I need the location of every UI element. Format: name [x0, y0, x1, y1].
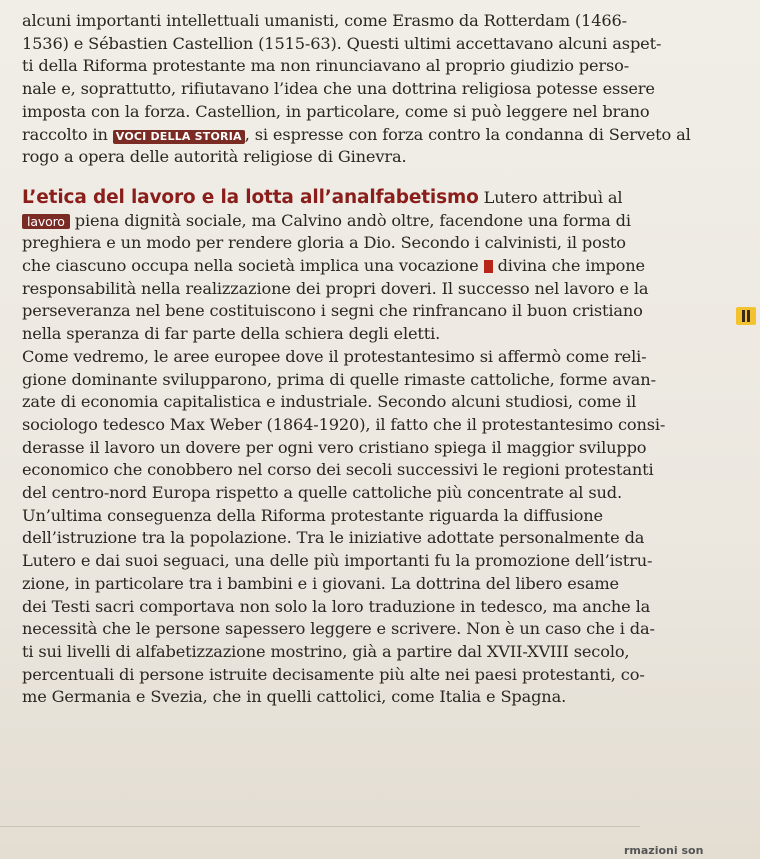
- text-line: ti della Riforma protestante ma non rinunciavano al proprio giudizio perso-: [22, 56, 630, 76]
- text-line: derasse il lavoro un dovere per ogni vero cristiano spiega il maggior sviluppo: [22, 437, 647, 457]
- text-line: Come vedremo, le aree europee dove il protestantesimo si affermò come reli-: [22, 346, 647, 366]
- text-line: dell’istruzione tra la popolazione. Tra le iniziative adottate personalmente da: [22, 528, 645, 548]
- margin-marker-icon[interactable]: [736, 307, 756, 325]
- body-text: [22, 10, 734, 709]
- text-line: 1536) e Sébastien Castellion (1515-63). Questi ultimi accettavano alcuni aspet-: [22, 33, 662, 53]
- glossary-marker-icon[interactable]: [484, 260, 493, 273]
- text-line: percentuali di persone istruite decisamente più alte nei paesi protestanti, co-: [22, 664, 645, 684]
- text-line: ti sui livelli di alfabetizzazione mostrino, già a partire dal XVII-XVIII secolo,: [22, 641, 630, 661]
- text-line: preghiera e un modo per rendere gloria a Dio. Secondo i calvinisti, il posto: [22, 233, 626, 253]
- text-fragment: divina che impone: [492, 256, 645, 276]
- keyword-lavoro-box[interactable]: lavoro: [22, 214, 70, 229]
- text-line: [22, 124, 734, 147]
- text-line: [22, 255, 734, 278]
- text-line: rogo a opera delle autorità religiose di Ginevra.: [22, 147, 407, 167]
- text-line: del centro-nord Europa rispetto a quelle cattoliche più concentrate al sud.: [22, 483, 622, 503]
- text-line: zione, in particolare tra i bambini e i giovani. La dottrina del libero esame: [22, 573, 619, 593]
- footer-fragment: rmazioni son: [624, 844, 704, 857]
- text-line: me Germania e Svezia, che in quelli cattolici, come Italia e Spagna.: [22, 687, 567, 707]
- text-line: gione dominante svilupparono, prima di quelle rimaste cattoliche, forme avan-: [22, 369, 656, 389]
- text-fragment: Lutero attribuì al: [478, 187, 623, 207]
- section-heading-line: [22, 187, 734, 210]
- voci-della-storia-tag[interactable]: VOCI DELLA STORIA: [113, 130, 245, 144]
- text-line: necessità che le persone sapessero leggere e scrivere. Non è un caso che i da-: [22, 619, 655, 639]
- text-line: responsabilità nella realizzazione dei propri doveri. Il successo nel lavoro e la: [22, 278, 649, 298]
- text-fragment: , si espresse con forza contro la condanna di Serveto al: [244, 124, 691, 144]
- paragraph-spacer: [22, 169, 734, 187]
- text-line: imposta con la forza. Castellion, in particolare, come si può leggere nel brano: [22, 101, 650, 121]
- text-line: perseveranza nel bene costituiscono i segni che rinfrancano il buon cristiano: [22, 301, 643, 321]
- text-line: dei Testi sacri comportava non solo la loro traduzione in tedesco, ma anche la: [22, 596, 651, 616]
- text-line: zate di economia capitalistica e industriale. Secondo alcuni studiosi, come il: [22, 392, 637, 412]
- text-line: alcuni importanti intellettuali umanisti, come Erasmo da Rotterdam (1466-: [22, 11, 627, 30]
- text-fragment: che ciascuno occupa nella società implica una vocazione: [22, 256, 479, 276]
- text-line: nella speranza di far parte della schiera degli eletti.: [22, 324, 441, 344]
- text-line: nale e, soprattutto, rifiutavano l’idea che una dottrina religiosa potesse essere: [22, 79, 655, 99]
- text-fragment: piena dignità sociale, ma Calvino andò oltre, facendone una forma di: [69, 210, 631, 230]
- footer-divider: [0, 826, 640, 827]
- text-line: Un’ultima conseguenza della Riforma protestante riguarda la diffusione: [22, 505, 603, 525]
- text-fragment: raccolto in: [22, 124, 108, 144]
- text-line: Lutero e dai suoi seguaci, una delle più importanti fu la promozione dell’istru-: [22, 551, 653, 571]
- text-line: economico che conobbero nel corso dei secoli successivi le regioni protestanti: [22, 460, 654, 480]
- text-line: sociologo tedesco Max Weber (1864-1920), il fatto che il protestantesimo consi-: [22, 414, 666, 434]
- text-line: [22, 210, 734, 233]
- section-heading: L’etica del lavoro e la lotta all’analfabetismo: [22, 186, 479, 208]
